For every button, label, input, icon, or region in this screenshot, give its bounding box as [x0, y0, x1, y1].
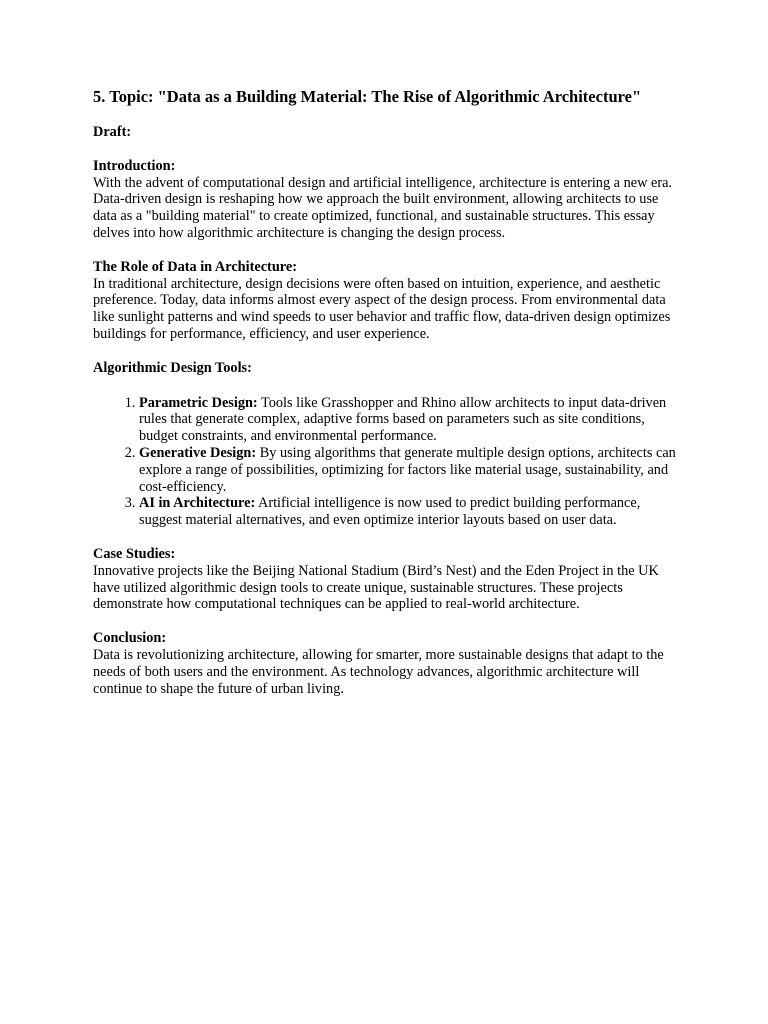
- tools-list: [93, 395, 683, 529]
- list-item: [139, 445, 683, 495]
- tool-description: Tools like Grasshopper and Rhino allow architects to input data-driven rules that generate complex, adaptive forms based on parameters such as site conditions, budget constraints, and environmental performance.: [139, 394, 667, 445]
- introduction-text: With the advent of computational design and artificial intelligence, architecture is entering a new era. Data-driven design is reshaping how we approach the built environment, allowing architects to use data as a "building material" to create optimized, functional, and sustainable structures. This essay delves into how algorithmic architecture is changing the design process.: [93, 174, 673, 241]
- tool-term: AI in Architecture:: [139, 495, 256, 512]
- introduction-heading: Introduction:: [93, 157, 176, 174]
- tool-term: Generative Design:: [139, 444, 257, 461]
- list-item: [139, 495, 683, 529]
- case-studies-text: Innovative projects like the Beijing National Stadium (Bird’s Nest) and the Eden Project in the UK have utilized algorithmic design tools to create unique, sustainable structures. These projects demonstrate how computational techniques can be applied to real-world architecture.: [93, 562, 659, 613]
- role-of-data-text: In traditional architecture, design decisions were often based on intuition, experience, and aesthetic preference. Today, data informs almost every aspect of the design process. From environmental data like sunlight patterns and wind speeds to user behavior and traffic flow, data-driven design optimizes buildings for performance, efficiency, and user experience.: [93, 275, 671, 342]
- role-of-data-heading: The Role of Data in Architecture:: [93, 258, 297, 275]
- tool-description: By using algorithms that generate multiple design options, architects can explore a range of possibilities, optimizing for factors like material usage, sustainability, and cost-efficiency.: [139, 444, 676, 495]
- document-page: [93, 88, 683, 697]
- draft-label: Draft:: [93, 124, 132, 140]
- case-studies-heading: Case Studies:: [93, 545, 176, 562]
- conclusion-text: Data is revolutionizing architecture, allowing for smarter, more sustainable designs that adapt to the needs of both users and the environment. As technology advances, algorithmic architecture will continue to shape the future of urban living.: [93, 646, 664, 697]
- tool-term: Parametric Design:: [139, 394, 258, 411]
- list-item: [139, 395, 683, 445]
- tools-heading: Algorithmic Design Tools:: [93, 359, 252, 376]
- document-title: 5. Topic: "Data as a Building Material: The Rise of Algorithmic Architecture": [93, 87, 642, 106]
- tool-description: Artificial intelligence is now used to predict building performance, suggest material alternatives, and even optimize interior layouts based on user data.: [139, 495, 641, 529]
- conclusion-heading: Conclusion:: [93, 630, 167, 647]
